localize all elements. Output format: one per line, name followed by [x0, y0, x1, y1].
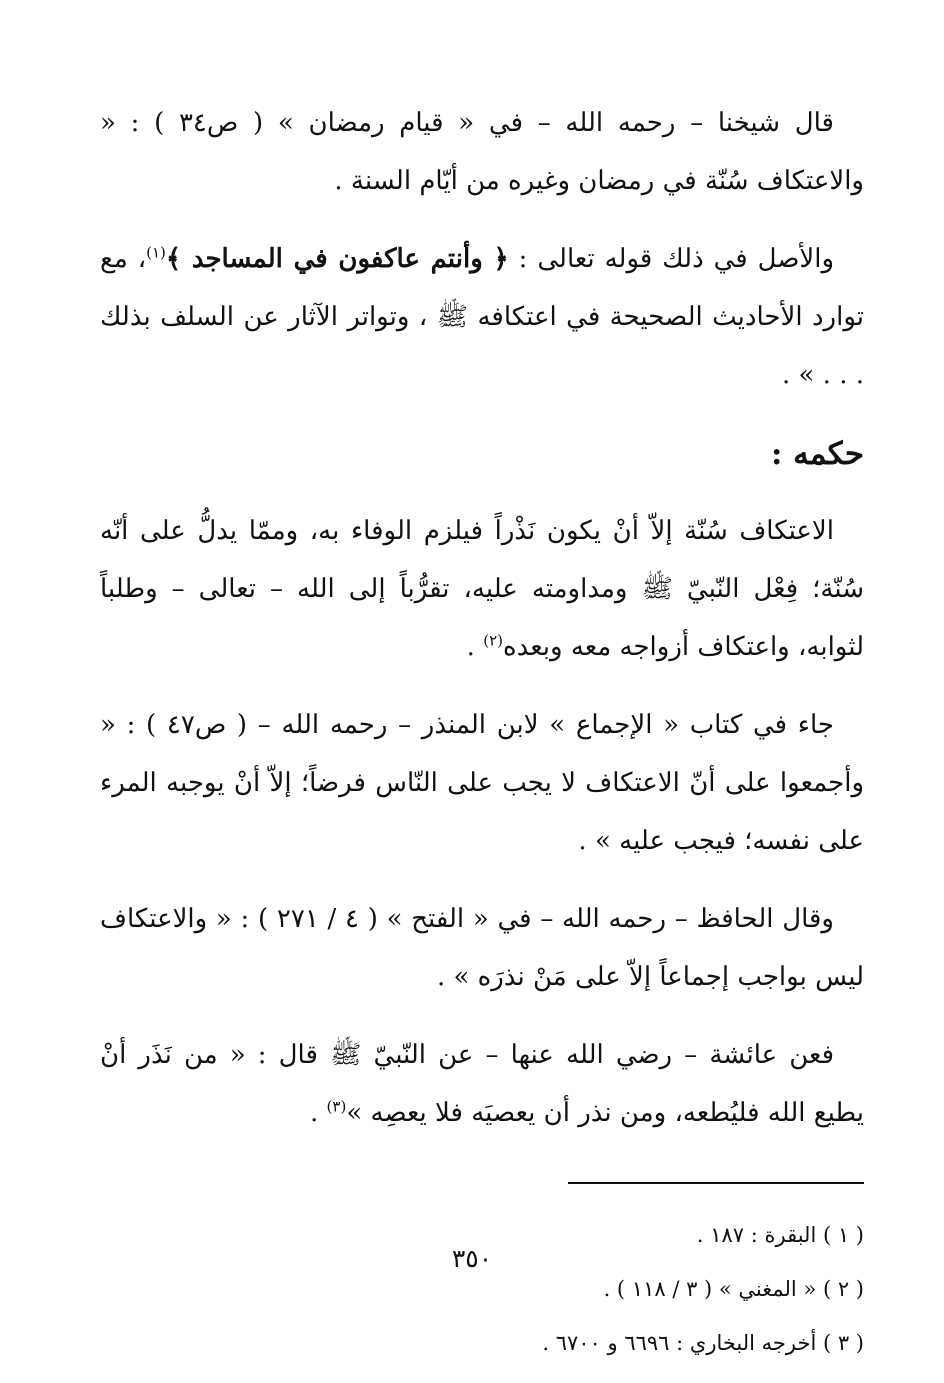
paragraph-ramadan-quote: قال شيخنا – رحمه الله – في « قيام رمضان » ( ص٣٤ ) : « والاعتكاف سُنّة في رمضان وغيره من أيّام السنة .: [100, 108, 864, 196]
footnote-ref-1: (١): [146, 243, 166, 262]
paragraph-origin-rest: ، مع توارد الأحاديث الصحيحة في اعتكافه ﷺ ، وتواتر الآثار عن السلف بذلك . . . » .: [100, 244, 864, 390]
paragraph-ruling-text: الاعتكاف سُنّة إلاّ أنْ يكون نَذْراً فيلزم الوفاء به، وممّا يدلُّ على أنّه سُنّة؛ فِعْل النّبيّ ﷺ ومداومته عليه، تقرُّباً إلى الله – تعالى – وطلباً لثوابه، واعتكاف أزواجه معه وبعده: [100, 516, 864, 662]
paragraph-origin: [100, 230, 864, 404]
paragraph-ruling-end: .: [466, 632, 484, 662]
footnote-ref-3: (٣): [326, 1097, 347, 1116]
footnote-2: ( ٢ ) « المغني » ( ٣ / ١١٨ ) .: [603, 1277, 864, 1301]
paragraph-aisha-end: .: [310, 1098, 327, 1128]
footnote-1: ( ١ ) البقرة : ١٨٧ .: [696, 1223, 864, 1247]
section-heading-ruling: حكمه :: [770, 436, 864, 472]
paragraph-aisha-text: فعن عائشة – رضي الله عنها – عن النّبيّ ﷺ قال : « من نَذَر أنْ يطيع الله فليُطعه، ومن نذر أن يعصيَه فلا يعصِه »: [100, 1040, 864, 1128]
paragraph-aisha-hadith: [100, 1026, 864, 1142]
footnote-ref-2: (٢): [483, 631, 503, 650]
footnotes: [100, 1208, 864, 1370]
quran-verse: ﴿ وأنتم عاكفون في المساجد ﴾: [165, 244, 509, 274]
footnote-divider: [568, 1182, 864, 1184]
paragraph-fath: وقال الحافظ – رحمه الله – في « الفتح » ( ٤ / ٢٧١ ) : « والاعتكاف ليس بواجب إجماعاً إلاّ على مَنْ نذرَه » .: [100, 904, 864, 992]
paragraph-origin-intro: والأصل في ذلك قوله تعالى :: [508, 244, 835, 274]
page-number: ٣٥٠: [451, 1244, 493, 1273]
footnote-3: ( ٣ ) أخرجه البخاري : ٦٦٩٦ و ٦٧٠٠ .: [542, 1331, 864, 1355]
paragraph-ijma: جاء في كتاب « الإجماع » لابن المنذر – رحمه الله – ( ص٤٧ ) : « وأجمعوا على أنّ الاعتكاف لا يجب على النّاس فرضاً؛ إلاّ أنْ يوجبه المرء على نفسه؛ فيجب عليه » .: [100, 710, 864, 856]
paragraph-ruling: [100, 502, 864, 676]
